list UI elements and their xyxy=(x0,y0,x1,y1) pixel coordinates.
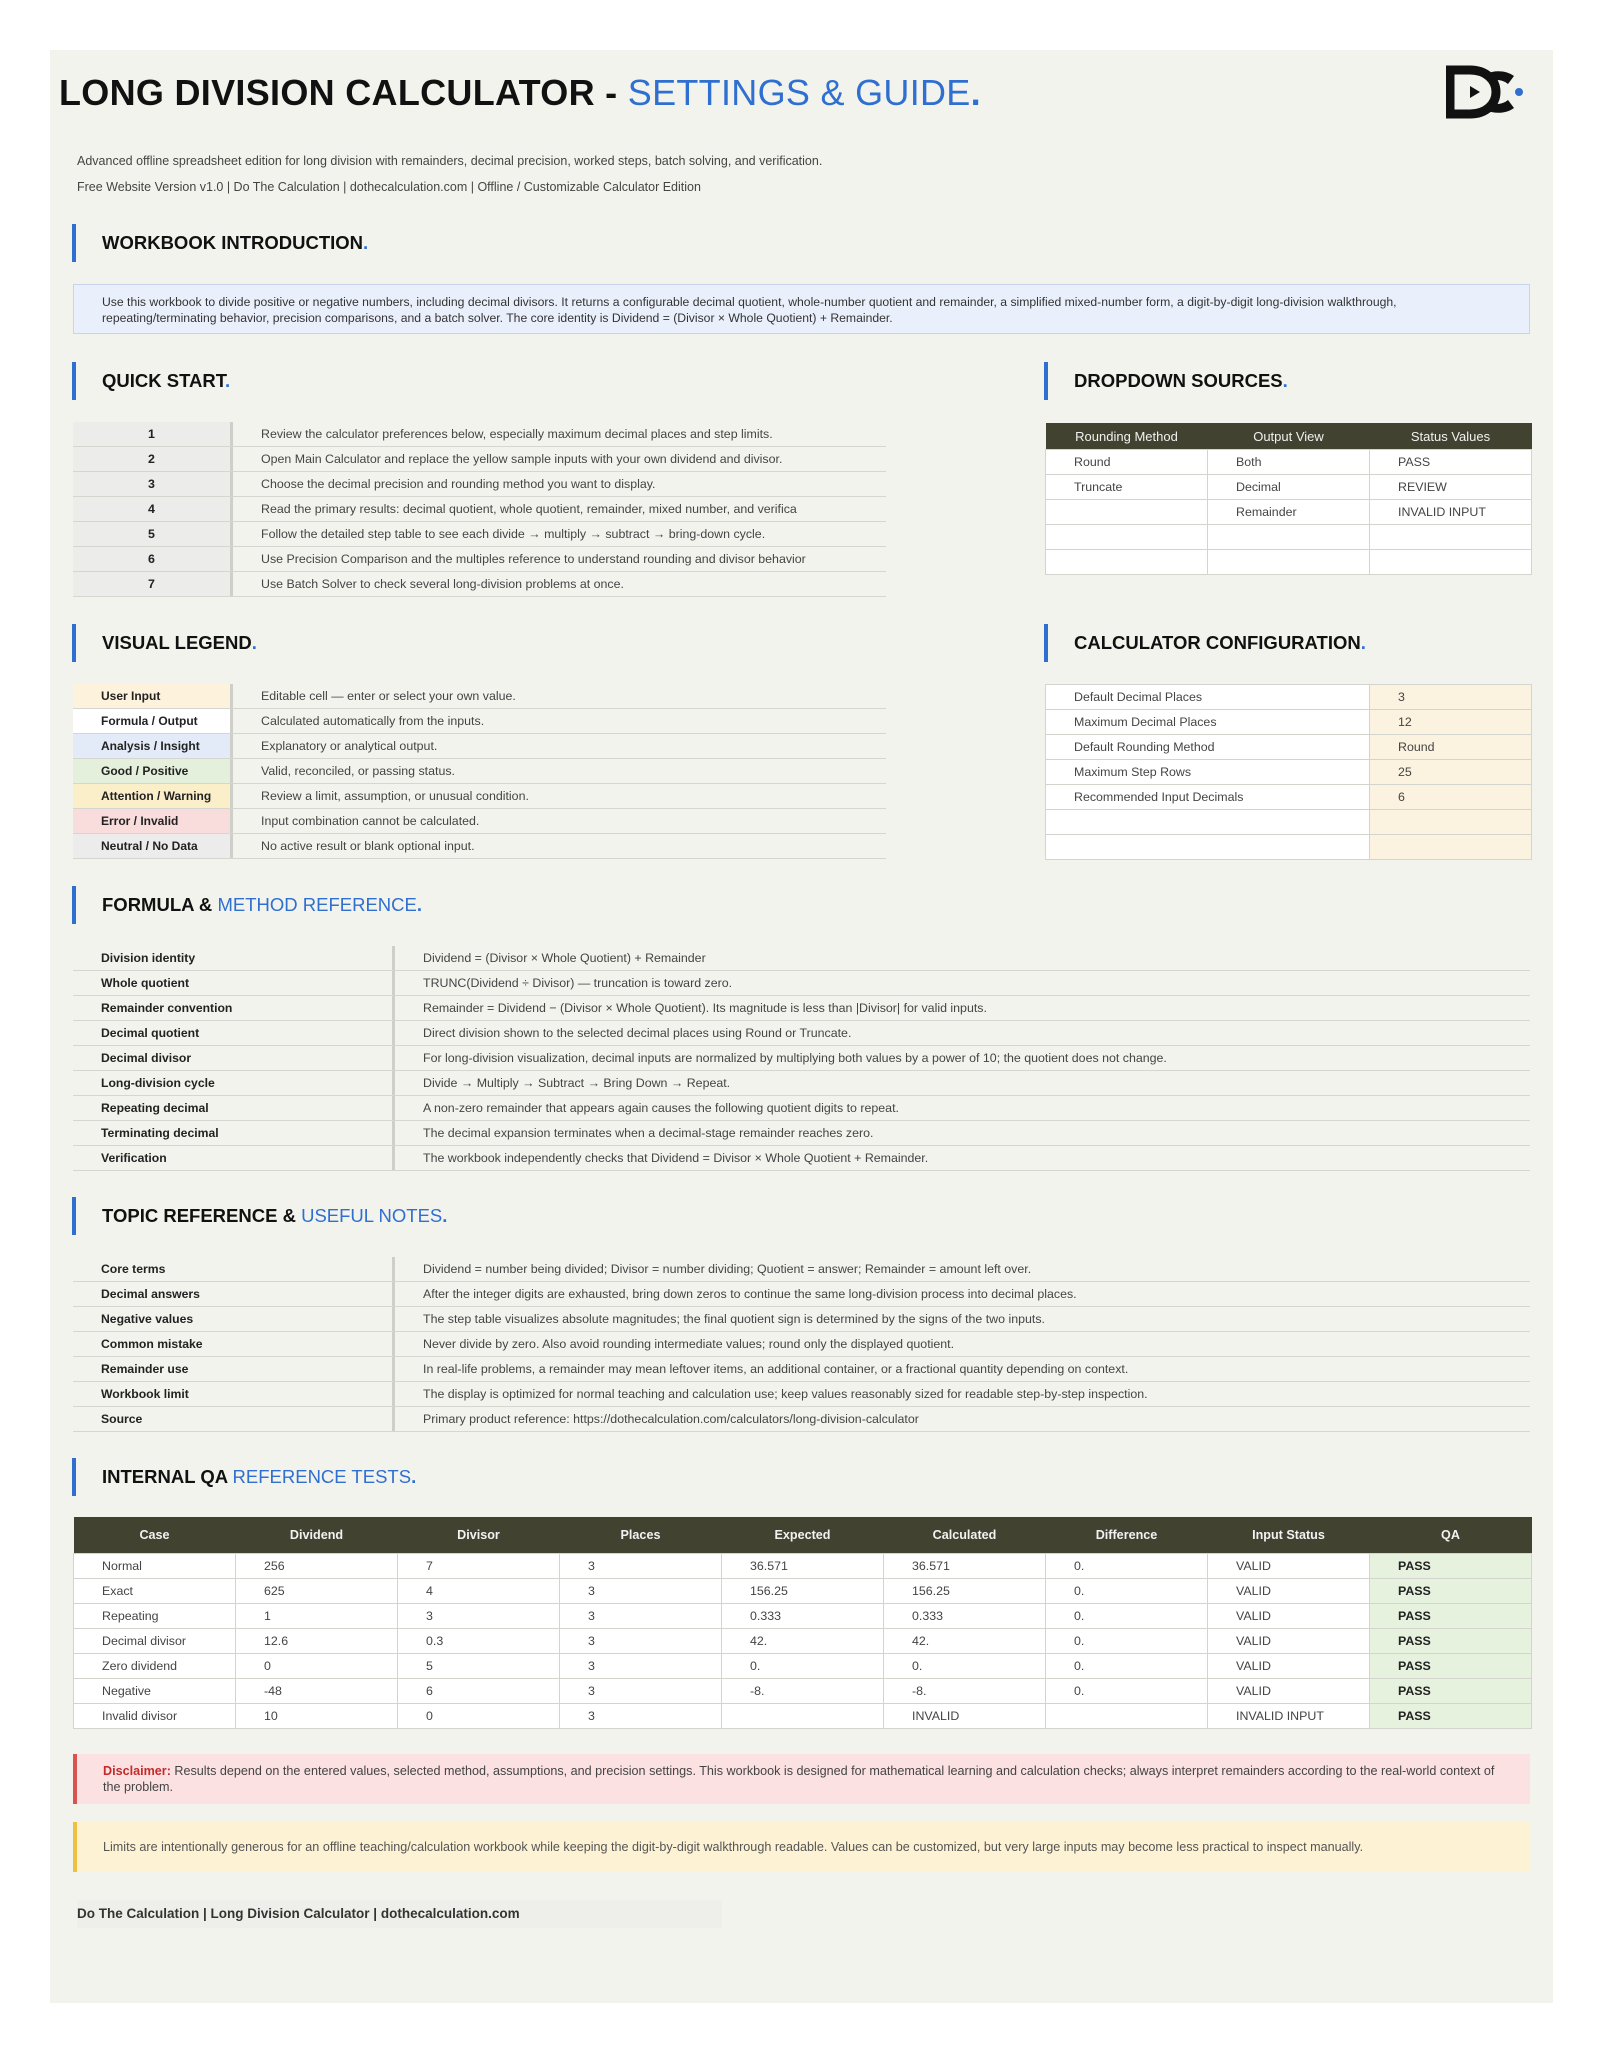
qa-cell: -8. xyxy=(722,1679,884,1704)
qa-cell: 625 xyxy=(236,1579,398,1604)
quick-start-item xyxy=(73,572,886,597)
config-label xyxy=(1046,810,1370,835)
formula-row xyxy=(73,971,1530,996)
qa-column-header: Calculated xyxy=(884,1517,1046,1554)
config-row xyxy=(1046,735,1532,760)
title-main: LONG DIVISION CALCULATOR - xyxy=(59,72,628,113)
qa-column-header: Case xyxy=(74,1517,236,1554)
topic-term: Core terms xyxy=(73,1257,395,1281)
dropdown-cell[interactable]: REVIEW xyxy=(1370,475,1532,500)
config-table xyxy=(1045,684,1532,860)
topic-list xyxy=(73,1257,1530,1432)
dropdown-row xyxy=(1046,475,1532,500)
formula-list xyxy=(73,946,1530,1171)
qa-cell: 4 xyxy=(398,1579,560,1604)
step-number: 1 xyxy=(73,422,233,446)
intro-heading: WORKBOOK INTRODUCTION. xyxy=(72,224,368,262)
qa-column-header: Places xyxy=(560,1517,722,1554)
topic-term: Common mistake xyxy=(73,1332,395,1356)
qa-cell: 0. xyxy=(1046,1629,1208,1654)
config-row xyxy=(1046,710,1532,735)
topic-row xyxy=(73,1332,1530,1357)
topic-row xyxy=(73,1282,1530,1307)
legend-description: Review a limit, assumption, or unusual condition. xyxy=(261,789,529,803)
dropdown-cell[interactable]: Truncate xyxy=(1046,475,1208,500)
dropdown-column-header: Rounding Method xyxy=(1046,423,1208,450)
formula-heading: FORMULA & METHOD REFERENCE. xyxy=(72,886,422,924)
dropdown-column-header: Status Values xyxy=(1370,423,1532,450)
quick-start-item xyxy=(73,547,886,572)
step-text: Follow the detailed step table to see each divide → multiply → subtract → bring-down cycle. xyxy=(261,527,766,541)
config-row xyxy=(1046,835,1532,860)
legend-swatch-label: Formula / Output xyxy=(73,709,233,733)
qa-cell: 156.25 xyxy=(722,1579,884,1604)
quick-start-item xyxy=(73,447,886,472)
formula-heading-b: METHOD REFERENCE xyxy=(217,894,417,915)
formula-term: Remainder convention xyxy=(73,996,395,1020)
qa-cell: 0 xyxy=(398,1704,560,1729)
quick-start-item xyxy=(73,422,886,447)
qa-status-badge: PASS xyxy=(1370,1604,1532,1629)
qa-cell: 0 xyxy=(236,1654,398,1679)
intro-heading-text: WORKBOOK INTRODUCTION xyxy=(102,232,364,253)
formula-row xyxy=(73,1121,1530,1146)
qa-cell: Repeating xyxy=(74,1604,236,1629)
qa-column-header: Input Status xyxy=(1208,1517,1370,1554)
formula-row xyxy=(73,1096,1530,1121)
topic-row xyxy=(73,1407,1530,1432)
qa-cell: 0. xyxy=(884,1654,1046,1679)
qa-cell: 42. xyxy=(722,1629,884,1654)
qa-cell: 0. xyxy=(1046,1554,1208,1579)
formula-row xyxy=(73,1071,1530,1096)
qa-cell: -48 xyxy=(236,1679,398,1704)
legend-swatch-label: Analysis / Insight xyxy=(73,734,233,758)
config-label: Default Decimal Places xyxy=(1046,685,1370,710)
config-label: Default Rounding Method xyxy=(1046,735,1370,760)
config-value-input[interactable] xyxy=(1370,835,1532,860)
dropdown-cell[interactable] xyxy=(1208,525,1370,550)
formula-term: Decimal quotient xyxy=(73,1021,395,1045)
qa-cell: 3 xyxy=(560,1654,722,1679)
qa-status-badge: PASS xyxy=(1370,1579,1532,1604)
formula-description: A non-zero remainder that appears again causes the following quotient digits to repeat. xyxy=(423,1101,899,1115)
formula-term: Whole quotient xyxy=(73,971,395,995)
qa-status-badge: PASS xyxy=(1370,1654,1532,1679)
qa-cell: 0.333 xyxy=(884,1604,1046,1629)
legend-item xyxy=(73,834,886,859)
qa-status-badge: PASS xyxy=(1370,1679,1532,1704)
step-number: 3 xyxy=(73,472,233,496)
step-text: Open Main Calculator and replace the yellow sample inputs with your own dividend and divisor. xyxy=(261,452,783,466)
meta-line: Free Website Version v1.0 | Do The Calculation | dothecalculation.com | Offline / Customizable Calculator Edition xyxy=(77,180,701,194)
legend-item xyxy=(73,759,886,784)
config-heading: CALCULATOR CONFIGURATION. xyxy=(1044,624,1366,662)
qa-cell: 156.25 xyxy=(884,1579,1046,1604)
formula-term: Long-division cycle xyxy=(73,1071,395,1095)
topic-description: Primary product reference: https://dothecalculation.com/calculators/long-division-calculator xyxy=(423,1412,919,1426)
config-label: Recommended Input Decimals xyxy=(1046,785,1370,810)
step-text: Choose the decimal precision and rounding method you want to display. xyxy=(261,477,656,491)
formula-description: Direct division shown to the selected decimal places using Round or Truncate. xyxy=(423,1026,852,1040)
topic-heading: TOPIC REFERENCE & USEFUL NOTES. xyxy=(72,1197,447,1235)
qa-cell: Negative xyxy=(74,1679,236,1704)
quick-start-list xyxy=(73,422,886,597)
qa-cell: 6 xyxy=(398,1679,560,1704)
legend-item xyxy=(73,734,886,759)
topic-description: In real-life problems, a remainder may mean leftover items, an additional container, or a fractional quantity depending on context. xyxy=(423,1362,1129,1376)
dropdown-cell[interactable] xyxy=(1208,550,1370,575)
step-text: Use Batch Solver to check several long-division problems at once. xyxy=(261,577,624,591)
qa-cell: 36.571 xyxy=(884,1554,1046,1579)
formula-description: Divide → Multiply → Subtract → Bring Down → Repeat. xyxy=(423,1076,731,1090)
legend-item xyxy=(73,809,886,834)
qa-cell: 3 xyxy=(560,1579,722,1604)
qa-row xyxy=(74,1629,1532,1654)
quick-start-item xyxy=(73,472,886,497)
step-number: 2 xyxy=(73,447,233,471)
step-number: 6 xyxy=(73,547,233,571)
step-text: Use Precision Comparison and the multiples reference to understand rounding and divisor behavior xyxy=(261,552,806,566)
qa-cell: VALID xyxy=(1208,1679,1370,1704)
formula-row xyxy=(73,1146,1530,1171)
qa-cell: VALID xyxy=(1208,1579,1370,1604)
dropdown-cell[interactable] xyxy=(1046,525,1208,550)
step-text: Read the primary results: decimal quotient, whole quotient, remainder, mixed number, and verifica xyxy=(261,502,797,516)
formula-row xyxy=(73,996,1530,1021)
config-value-input[interactable] xyxy=(1370,810,1532,835)
dropdown-cell[interactable]: Decimal xyxy=(1208,475,1370,500)
qa-cell: 256 xyxy=(236,1554,398,1579)
dropdown-row xyxy=(1046,525,1532,550)
formula-row xyxy=(73,946,1530,971)
qa-cell: VALID xyxy=(1208,1629,1370,1654)
topic-row xyxy=(73,1357,1530,1382)
qa-cell: 3 xyxy=(560,1554,722,1579)
topic-term: Remainder use xyxy=(73,1357,395,1381)
intro-box: Use this workbook to divide positive or negative numbers, including decimal divisors. It returns a configurable decimal quotient, whole-number quotient and remainder, a simplified mixed-number form, a digit-by-digit long-division walkthrough, repeating/terminating behavior, precision comparisons, and a batch solver. The core identity is Dividend = (Divisor × Whole Quotient) + Remainder. xyxy=(73,284,1530,334)
legend-list xyxy=(73,684,886,859)
topic-description: The display is optimized for normal teaching and calculation use; keep values reasonably sized for readable step-by-step inspection. xyxy=(423,1387,1148,1401)
formula-term: Verification xyxy=(73,1146,395,1170)
legend-swatch-label: Error / Invalid xyxy=(73,809,233,833)
formula-description: TRUNC(Dividend ÷ Divisor) — truncation is toward zero. xyxy=(423,976,733,990)
dropdown-row xyxy=(1046,450,1532,475)
config-label: Maximum Decimal Places xyxy=(1046,710,1370,735)
legend-swatch-label: Attention / Warning xyxy=(73,784,233,808)
qa-column-header: QA xyxy=(1370,1517,1532,1554)
qa-row xyxy=(74,1654,1532,1679)
qa-cell: 3 xyxy=(398,1604,560,1629)
page-title xyxy=(59,72,981,114)
legend-swatch-label: User Input xyxy=(73,684,233,708)
quick-start-item xyxy=(73,522,886,547)
dropdown-cell[interactable] xyxy=(1370,550,1532,575)
qa-status-badge: PASS xyxy=(1370,1704,1532,1729)
config-value-input[interactable]: 3 xyxy=(1370,685,1532,710)
legend-description: Input combination cannot be calculated. xyxy=(261,814,480,828)
qa-row xyxy=(74,1704,1532,1729)
dropdown-cell[interactable] xyxy=(1046,550,1208,575)
qa-cell: 7 xyxy=(398,1554,560,1579)
dropdown-row xyxy=(1046,550,1532,575)
config-row xyxy=(1046,810,1532,835)
formula-term: Terminating decimal xyxy=(73,1121,395,1145)
topic-heading-b: USEFUL NOTES xyxy=(301,1205,443,1226)
legend-description: No active result or blank optional input. xyxy=(261,839,475,853)
qa-cell: 3 xyxy=(560,1629,722,1654)
formula-heading-a: FORMULA & xyxy=(102,894,218,915)
config-label: Maximum Step Rows xyxy=(1046,760,1370,785)
topic-description: Dividend = number being divided; Divisor = number dividing; Quotient = answer; Remainder = amount left over. xyxy=(423,1262,1032,1276)
topic-term: Negative values xyxy=(73,1307,395,1331)
topic-row xyxy=(73,1382,1530,1407)
qa-cell: 0.3 xyxy=(398,1629,560,1654)
topic-description: The step table visualizes absolute magnitudes; the final quotient sign is determined by the signs of the two inputs. xyxy=(423,1312,1045,1326)
topic-row xyxy=(73,1307,1530,1332)
dropdown-cell[interactable]: PASS xyxy=(1370,450,1532,475)
qa-column-header: Expected xyxy=(722,1517,884,1554)
qa-row xyxy=(74,1679,1532,1704)
dropdown-sources-table xyxy=(1045,423,1532,575)
formula-term: Decimal divisor xyxy=(73,1046,395,1070)
dc-logo-icon xyxy=(1446,64,1526,120)
quick-start-heading-text: QUICK START xyxy=(102,370,225,391)
qa-cell: VALID xyxy=(1208,1554,1370,1579)
footer: Do The Calculation | Long Division Calculator | dothecalculation.com xyxy=(77,1900,722,1928)
formula-description: For long-division visualization, decimal inputs are normalized by multiplying both values by a power of 10; the quotient does not change. xyxy=(423,1051,1167,1065)
formula-description: Remainder = Dividend − (Divisor × Whole Quotient). Its magnitude is less than |Divisor| for valid inputs. xyxy=(423,1001,987,1015)
qa-cell xyxy=(722,1704,884,1729)
step-text: Review the calculator preferences below, especially maximum decimal places and step limits. xyxy=(261,427,773,441)
legend-heading-text: VISUAL LEGEND xyxy=(102,632,252,653)
legend-description: Valid, reconciled, or passing status. xyxy=(261,764,455,778)
qa-status-badge: PASS xyxy=(1370,1629,1532,1654)
config-value-input[interactable]: Round xyxy=(1370,735,1532,760)
step-number: 5 xyxy=(73,522,233,546)
topic-heading-a: TOPIC REFERENCE & xyxy=(102,1205,302,1226)
topic-term: Source xyxy=(73,1407,395,1431)
qa-row xyxy=(74,1554,1532,1579)
qa-cell: Decimal divisor xyxy=(74,1629,236,1654)
limits-note: Limits are intentionally generous for an offline teaching/calculation workbook while keeping the digit-by-digit walkthrough readable. Values can be customized, but very large inputs may become less practical to inspect manually. xyxy=(73,1822,1530,1872)
qa-cell: 0. xyxy=(1046,1604,1208,1629)
formula-term: Repeating decimal xyxy=(73,1096,395,1120)
legend-item xyxy=(73,784,886,809)
config-row xyxy=(1046,685,1532,710)
legend-description: Calculated automatically from the inputs. xyxy=(261,714,485,728)
topic-description: Never divide by zero. Also avoid rounding intermediate values; round only the displayed quotient. xyxy=(423,1337,955,1351)
quick-start-heading: QUICK START. xyxy=(72,362,230,400)
config-row xyxy=(1046,785,1532,810)
qa-cell: 1 xyxy=(236,1604,398,1629)
legend-swatch-label: Good / Positive xyxy=(73,759,233,783)
qa-cell xyxy=(1046,1704,1208,1729)
topic-row xyxy=(73,1257,1530,1282)
qa-cell: 12.6 xyxy=(236,1629,398,1654)
formula-row xyxy=(73,1046,1530,1071)
config-value-input[interactable]: 12 xyxy=(1370,710,1532,735)
config-heading-text: CALCULATOR CONFIGURATION xyxy=(1074,632,1361,653)
qa-cell: Invalid divisor xyxy=(74,1704,236,1729)
legend-swatch-label: Neutral / No Data xyxy=(73,834,233,858)
title-accent: SETTINGS & GUIDE xyxy=(627,72,971,113)
legend-heading: VISUAL LEGEND. xyxy=(72,624,257,662)
qa-cell: INVALID xyxy=(884,1704,1046,1729)
qa-heading-b: REFERENCE TESTS xyxy=(232,1466,412,1487)
subtitle: Advanced offline spreadsheet edition for long division with remainders, decimal precision, worked steps, batch solving, and verification. xyxy=(77,154,823,168)
topic-description: After the integer digits are exhausted, bring down zeros to continue the same long-division process into decimal places. xyxy=(423,1287,1077,1301)
dropdown-heading: DROPDOWN SOURCES. xyxy=(1044,362,1288,400)
qa-cell: VALID xyxy=(1208,1604,1370,1629)
dropdown-cell[interactable]: Remainder xyxy=(1208,500,1370,525)
qa-cell: 42. xyxy=(884,1629,1046,1654)
formula-description: The decimal expansion terminates when a decimal-stage remainder reaches zero. xyxy=(423,1126,874,1140)
legend-description: Explanatory or analytical output. xyxy=(261,739,438,753)
dropdown-cell[interactable]: Both xyxy=(1208,450,1370,475)
title-dot: . xyxy=(970,72,981,113)
dropdown-cell[interactable]: INVALID INPUT xyxy=(1370,500,1532,525)
qa-heading-a: INTERNAL QA xyxy=(102,1466,233,1487)
legend-description: Editable cell — enter or select your own value. xyxy=(261,689,516,703)
qa-column-header: Difference xyxy=(1046,1517,1208,1554)
dropdown-cell[interactable] xyxy=(1046,500,1208,525)
config-row xyxy=(1046,760,1532,785)
quick-start-item xyxy=(73,497,886,522)
qa-cell: INVALID INPUT xyxy=(1208,1704,1370,1729)
qa-cell: Zero dividend xyxy=(74,1654,236,1679)
qa-heading: INTERNAL QA REFERENCE TESTS. xyxy=(72,1458,416,1496)
config-label xyxy=(1046,835,1370,860)
disclaimer-text: Results depend on the entered values, selected method, assumptions, and precision settings. This workbook is designed for mathematical learning and calculation checks; always interpret remainders according to the real-world context of the problem. xyxy=(103,1764,1495,1794)
config-value-input[interactable]: 25 xyxy=(1370,760,1532,785)
formula-term: Division identity xyxy=(73,946,395,970)
disclaimer-label: Disclaimer: xyxy=(103,1764,171,1778)
formula-row xyxy=(73,1021,1530,1046)
dropdown-heading-text: DROPDOWN SOURCES xyxy=(1074,370,1283,391)
formula-description: Dividend = (Divisor × Whole Quotient) + Remainder xyxy=(423,951,706,965)
dropdown-row xyxy=(1046,500,1532,525)
qa-cell: 0.333 xyxy=(722,1604,884,1629)
legend-item xyxy=(73,709,886,734)
qa-cell: 0. xyxy=(1046,1579,1208,1604)
qa-cell: Normal xyxy=(74,1554,236,1579)
formula-description: The workbook independently checks that Dividend = Divisor × Whole Quotient + Remainder. xyxy=(423,1151,929,1165)
step-number: 4 xyxy=(73,497,233,521)
qa-cell: 5 xyxy=(398,1654,560,1679)
qa-cell: -8. xyxy=(884,1679,1046,1704)
dropdown-cell[interactable] xyxy=(1370,525,1532,550)
qa-cell: VALID xyxy=(1208,1654,1370,1679)
qa-cell: 0. xyxy=(722,1654,884,1679)
qa-cell: 10 xyxy=(236,1704,398,1729)
qa-column-header: Divisor xyxy=(398,1517,560,1554)
qa-cell: Exact xyxy=(74,1579,236,1604)
step-number: 7 xyxy=(73,572,233,596)
legend-item xyxy=(73,684,886,709)
config-value-input[interactable]: 6 xyxy=(1370,785,1532,810)
dropdown-cell[interactable]: Round xyxy=(1046,450,1208,475)
qa-cell: 0. xyxy=(1046,1679,1208,1704)
topic-term: Decimal answers xyxy=(73,1282,395,1306)
qa-cell: 3 xyxy=(560,1604,722,1629)
dropdown-column-header: Output View xyxy=(1208,423,1370,450)
qa-cell: 0. xyxy=(1046,1654,1208,1679)
disclaimer-box xyxy=(73,1754,1530,1804)
qa-cell: 3 xyxy=(560,1679,722,1704)
qa-table xyxy=(73,1517,1532,1729)
qa-column-header: Dividend xyxy=(236,1517,398,1554)
qa-row xyxy=(74,1604,1532,1629)
topic-term: Workbook limit xyxy=(73,1382,395,1406)
qa-cell: 36.571 xyxy=(722,1554,884,1579)
qa-cell: 3 xyxy=(560,1704,722,1729)
qa-row xyxy=(74,1579,1532,1604)
qa-status-badge: PASS xyxy=(1370,1554,1532,1579)
